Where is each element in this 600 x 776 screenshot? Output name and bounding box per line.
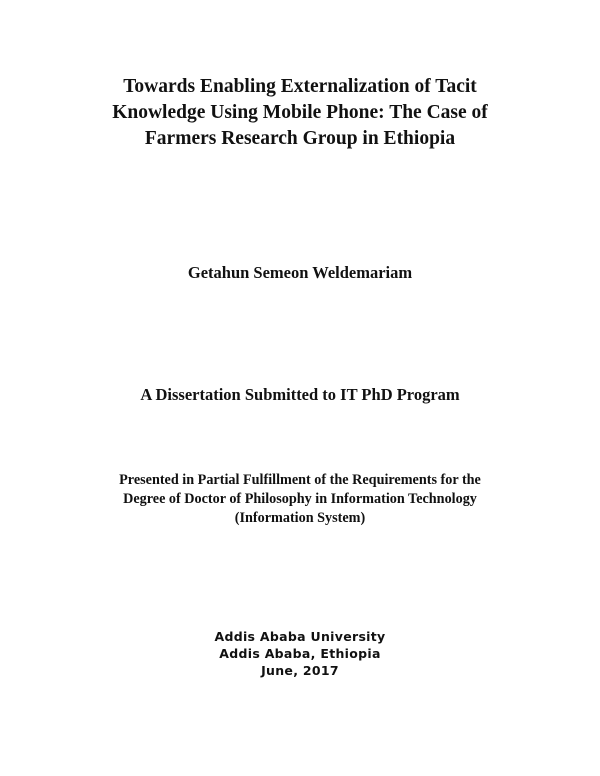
author-name: Getahun Semeon Weldemariam	[187, 263, 413, 282]
requirements-line-1: Presented in Partial Fulfillment of the Requirements for the	[119, 472, 481, 488]
university-location: Addis Ababa, Ethiopia	[219, 646, 381, 661]
university-name: Addis Ababa University	[214, 629, 386, 644]
submission-date: June, 2017	[261, 663, 339, 678]
title-line-2: Knowledge Using Mobile Phone: The Case of	[112, 102, 488, 123]
title-line-1: Towards Enabling Externalization of Tacit	[123, 76, 477, 97]
requirements-line-3: (Information System)	[234, 510, 366, 526]
submission-statement: A Dissertation Submitted to IT PhD Program	[140, 385, 460, 404]
requirements-line-2: Degree of Doctor of Philosophy in Information Technology	[123, 491, 477, 507]
title-line-3: Farmers Research Group in Ethiopia	[144, 128, 456, 149]
